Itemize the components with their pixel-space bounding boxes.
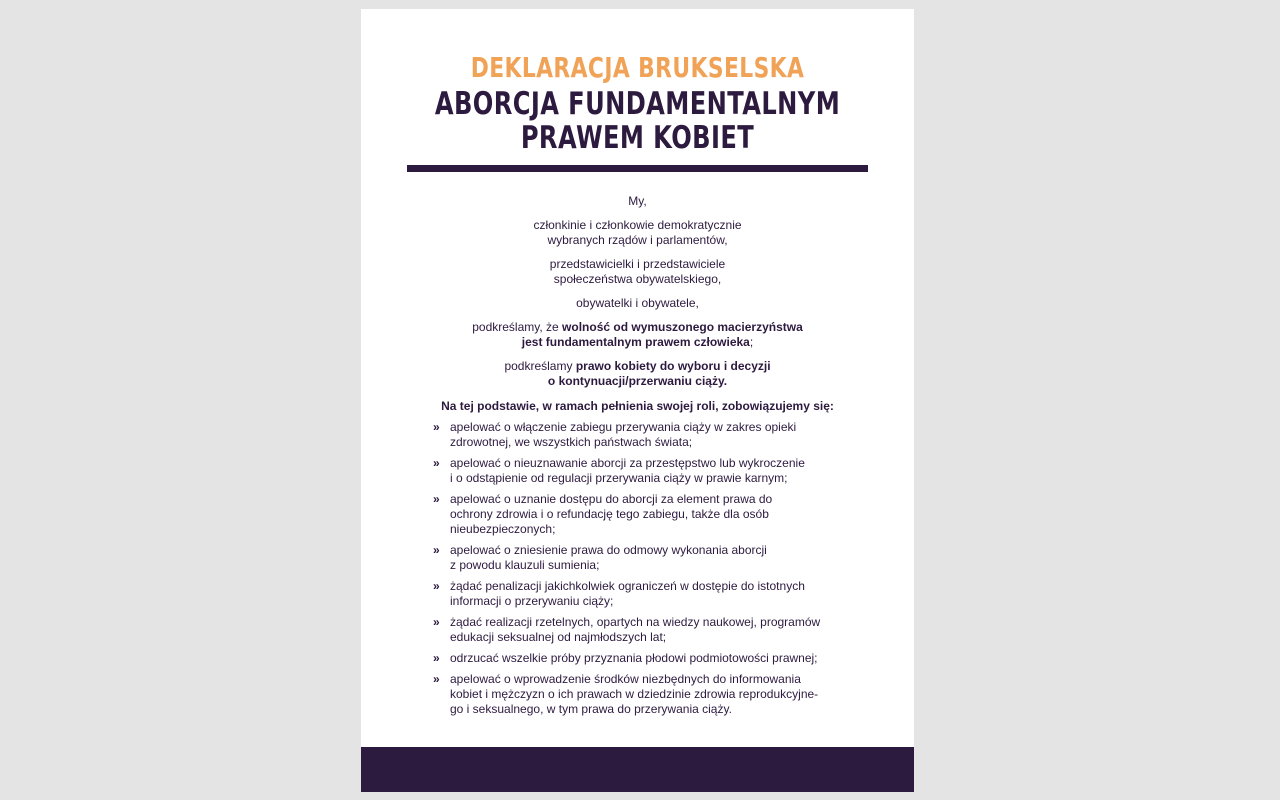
commitment-item — [433, 492, 853, 537]
bullet-icon: » — [433, 456, 440, 470]
bullet-icon: » — [433, 579, 440, 593]
commitment-item — [433, 456, 853, 486]
intro-text: My, — [628, 194, 647, 208]
intro-paragraph — [401, 194, 874, 209]
commitment-text: apelować o włączenie zabiegu przerywania ciąży w zakres opieki zdrowotnej, we wszystkich państwach świata; — [450, 420, 797, 449]
title-line: ABORCJA FUNDAMENTALNYM — [434, 86, 841, 122]
bullet-icon: » — [433, 615, 440, 629]
commitment-text: apelować o uznanie dostępu do aborcji za element prawa do ochrony zdrowia i o refundację tego zabiegu, także dla osób nieubezpieczonych; — [450, 492, 773, 536]
commitment-text: apelować o zniesienie prawa do odmowy wykonania aborcji z powodu klauzuli sumienia; — [450, 543, 767, 572]
intro-text: podkreślamy — [504, 359, 576, 373]
bullet-icon: » — [433, 543, 440, 557]
intro-text: obywatelki i obywatele, — [576, 296, 699, 310]
intro-emphasis: wolność od wymuszonego macierzyństwa jest fundamentalnym prawem człowieka — [521, 320, 803, 349]
declaration-page — [361, 9, 914, 792]
commitment-text: apelować o nieuznawanie aborcji za przestępstwo lub wykroczenie i o odstąpienie od regulacji przerywania ciąży w prawie karnym; — [450, 456, 805, 485]
commitment-item — [433, 543, 853, 573]
intro-paragraph — [401, 359, 874, 389]
commitment-item — [433, 420, 853, 450]
intro-paragraph — [401, 320, 874, 350]
intro-text: członkinie i członkowie demokratycznie wybranych rządów i parlamentów, — [533, 218, 742, 247]
intro-paragraph — [401, 257, 874, 287]
intro-emphasis: prawo kobiety do wyboru i decyzji o kontynuacji/przerwaniu ciąży. — [547, 359, 771, 388]
intro-text: podkreślamy, że — [472, 320, 563, 334]
document-kicker: DEKLARACJA BRUKSELSKA — [470, 51, 805, 84]
commitment-item — [433, 615, 853, 645]
bullet-icon: » — [433, 651, 440, 665]
intro-section — [401, 194, 874, 398]
commitments-list — [433, 420, 853, 723]
commitment-item — [433, 672, 853, 717]
bullet-icon: » — [433, 420, 440, 434]
intro-paragraph — [401, 296, 874, 311]
bullet-icon: » — [433, 672, 440, 686]
footer-band — [361, 747, 914, 792]
commitment-text: odrzucać wszelkie próby przyznania płodowi podmiotowości prawnej; — [450, 651, 818, 665]
commitment-text: żądać realizacji rzetelnych, opartych na wiedzy naukowej, programów edukacji seksualnej od najmłodszych lat; — [450, 615, 821, 644]
document-title — [422, 87, 853, 155]
commitment-item — [433, 579, 853, 609]
title-divider — [407, 165, 868, 172]
commitment-item — [433, 651, 853, 666]
intro-tail: ; — [749, 335, 754, 349]
commitment-text: apelować o wprowadzenie środków niezbędnych do informowania kobiet i mężczyzn o ich prawach w dziedzinie zdrowia reprodukcyjne- go i seksualnego, w tym prawa do przerywania ciąży. — [450, 672, 819, 716]
intro-paragraph — [401, 218, 874, 248]
commitment-text: żądać penalizacji jakichkolwiek ograniczeń w dostępie do istotnych informacji o przerywaniu ciąży; — [450, 579, 805, 608]
title-line: PRAWEM KOBIET — [520, 120, 755, 156]
intro-text: przedstawicielki i przedstawiciele społeczeństwa obywatelskiego, — [549, 257, 726, 286]
commitments-lead: Na tej podstawie, w ramach pełnienia swojej roli, zobowiązujemy się: — [441, 399, 834, 413]
bullet-icon: » — [433, 492, 440, 506]
